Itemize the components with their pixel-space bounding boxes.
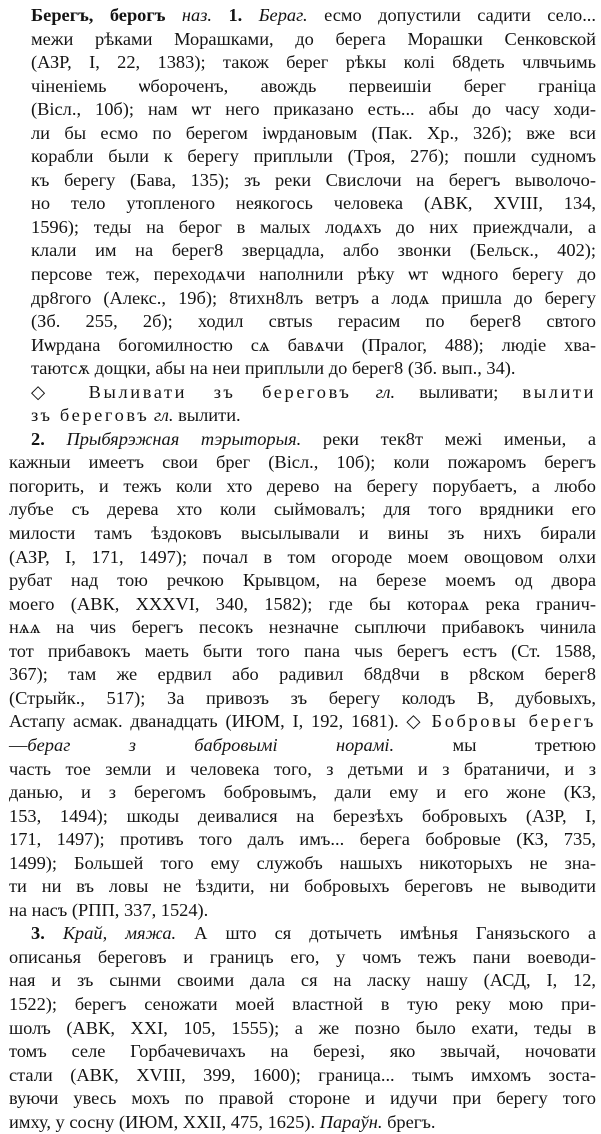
sense-1-line-5: ли бы есмо по берегом іѡрдановым (Пак. Хр., 32б); вже вси [31, 122, 596, 143]
sense-3-first-line [9, 922, 596, 946]
subentry-1-line-a [9, 381, 596, 405]
subentry-phrase-1: Выливати зъ береговъ [88, 381, 352, 402]
sense-2-line-12 [9, 710, 596, 734]
diamond-marker: ◇ [31, 381, 65, 402]
subentry-gloss-bobrovy: бераг з бабровымі норамі. [27, 734, 395, 755]
sense-1-number: 1. [228, 5, 243, 25]
sense-1-first-line [9, 4, 596, 28]
part-of-speech: наз. [181, 5, 212, 25]
sense-3-lines [9, 922, 596, 1134]
sense-2-line-7: моего (АВК, XXXVI, 340, 1582); где бы котораѧ река гранич- [9, 593, 596, 614]
sense-2-line-1: кажныи имеетъ свои брег (Вісл., 10б); коли пожаромъ берегъ [9, 452, 596, 473]
sense-1-line-9: 1596); теды на берог в малых лодѧхъ до них приеждчали, а [31, 216, 596, 237]
sense-3-line-5: томъ селе Горбачевичахъ на березі, яко звычай, ночовати [9, 1041, 596, 1062]
sense-1-gloss: Бераг. [258, 5, 308, 25]
sense-3-line-7: вуючи увесь мохъ по правой стороне и идучи при берегу того [9, 1088, 596, 1109]
sense-2-first-line [9, 428, 596, 452]
sense-3-line-6: стали (АВК, XVIII, 399, 1600); граница... тымъ имхомъ зоста- [9, 1064, 596, 1085]
sense-1-line-7: къ берегу (Бава, 135); зъ реки Свислочи на берегъ выволочо- [31, 169, 596, 190]
sense-2-line-2: погорить, и тежъ коли хто дерево на берегу порубаетъ, а любо [9, 475, 596, 496]
sense-1-block [9, 4, 596, 428]
sense-2-line-5: (АЗР, I, 171, 1497); почал в том огороде моем овощовом олхи [9, 546, 596, 567]
sense-2-gloss: Прыбярэжная тэрыторыя. [66, 428, 302, 449]
sense-3-block [9, 922, 596, 1134]
sense-2-line-17: 171, 1497); противъ того далъ имъ... берега бобровые (КЗ, 735, [9, 829, 596, 850]
sense-2-line-9: тот прибавокъ маеть быти того пана чыѕ берегъ естъ (Ст. 1588, [9, 640, 596, 661]
sense-2-line-8: нѧѧ на чиѕ берегъ песокъ незначне сыплючи прибавокъ чинила [9, 617, 596, 638]
sense-2-line-6: рубат над тою речкою Крывцом, на березе моемъ од двора [9, 570, 596, 591]
subentry-pos-1: гл. [375, 381, 396, 402]
sense-2-line-10: 367); там же ердвил або радивил б8д8чи в р8ском берег8 [9, 664, 596, 685]
subentry-phrase-bobrovy: Бобровы берегъ [431, 711, 596, 732]
sense-1-lines [9, 4, 596, 428]
sense-1-line-3: чіненіемь ѡбороченъ, авождь первеишіи берег граніца [31, 75, 596, 96]
sense-1-line-4: (Вісл., 10б); нам ѡт него приказано есть... абы до часу ходи- [31, 99, 596, 120]
sense-3-number: 3. [31, 923, 45, 944]
sense-3-line-4: шолъ (АВК, XXI, 105, 1555); а же позно было ехати, теды в [9, 1017, 596, 1038]
diamond-marker-2: ◇ [406, 711, 424, 732]
subentry-phrase-2a: вылити [522, 381, 597, 402]
sense-3-line-2: ная и зъ сынми своими дала ся на ласку нашу (АСД, I, 12, [9, 970, 596, 991]
compare-word: брегъ. [387, 1111, 436, 1132]
subentry-phrase-2b: зъ береговъ [31, 405, 150, 426]
sense-1-line-2: (АЗР, I, 22, 1383); також берег рѣкы колі б8дeть члвчьимь [31, 52, 596, 73]
sense-2-line-3: лубъе съ дерева хто коли сыймовалъ; для того врядники его [9, 499, 596, 520]
sense-2-line-14: часть тое земли и человека того, з детьми и з братаничи, и з [9, 758, 596, 779]
sense-1-line-12: др8гого (Алекс., 19б); 8тихн8лъ ветръ а лодѧ пришла до берегу [31, 287, 596, 308]
sense-2-line-16: 153, 1494); шкоды деивалися на березѣхъ бобровыхъ (АЗР, I, [9, 805, 596, 826]
headword: Берегъ, берогъ [31, 5, 166, 25]
sense-2-line-19: ти ни въ ловы не ѣздити, ни бобровыхъ береговъ не выводити [9, 876, 596, 897]
sense-1-line-15: таютсѫ дощки, абы на неи приплыли до берег8 (Зб. вып., 34). [31, 358, 516, 379]
sense-2-line-11: (Стрыйк., 517); За привозъ зъ берегу колодъ В, дубовыхъ, [9, 687, 596, 708]
sense-2-number: 2. [31, 428, 45, 449]
subentry-rest-1: выливати; [419, 381, 499, 402]
sense-1-line-10: клали им на берег8 зверцадла, албо звонки (Бельск., 402); [31, 240, 596, 261]
sense-3-line-1: описанья береговъ и границъ его, у чомъ тежъ пани воеводи- [9, 946, 596, 967]
sense-2-line-20: на насъ (РПП, 337, 1524). [9, 899, 209, 920]
sense-3-line-8-text: имху, у сосну (ИЮМ, XXII, 475, 1625). [9, 1111, 316, 1132]
subentry-pos-2: гл. [153, 405, 174, 426]
sense-2-line-12-text: Астапу асмак. дванадцать (ИЮМ, I, 192, 1681). [9, 711, 399, 732]
sense-1-line-8: но тело утопленого неякогось человека (АВК, XVIII, 134, [31, 193, 596, 214]
sense-1-line-1: межи рѣками Морашками, до берега Морашки Сенковской [31, 28, 596, 49]
compare-label: Параўн. [319, 1111, 383, 1132]
sense-1-line-14: Иѡрдана богомилностю сѧ бавѧчи (Пралог, 488); людіе хва- [31, 334, 596, 355]
sense-3-gloss: Край, мяжа. [62, 923, 177, 944]
sense-3-line-3: 1522); берегъ сеножати моей властной в тую реку мою при- [9, 993, 596, 1014]
subentry-dash: — [9, 734, 28, 755]
sense-1-line-6: корабли были к берегу приплыли (Троя, 27б); пошли судномъ [31, 146, 596, 167]
subentry-1-line-b [9, 404, 596, 428]
sense-2-block [9, 428, 596, 922]
sense-3-line-8 [9, 1111, 596, 1134]
sense-2-line-13 [9, 734, 596, 758]
sense-2-line-0: реки тек8т межі именьи, а [322, 428, 596, 449]
sense-2-lines [9, 428, 596, 922]
sense-2-line-18: 1499); Большей того ему служобъ нашыхъ никоторыхъ не зна- [9, 852, 596, 873]
sense-1-line-0: есмо допустили садити село... [324, 5, 597, 25]
sense-1-line-13: (Зб. 255, 2б); ходил свтыѕ герасим по берег8 свтого [31, 311, 596, 332]
sense-2-line-4: милости тамъ ѣздоковъ высылывали и вины зъ нихъ бирали [9, 523, 596, 544]
sense-2-line-15: данью, и з берегомъ бобровымъ, дали ему и его жоне (КЗ, [9, 782, 596, 803]
subentry-rest-2: вылити. [178, 405, 241, 426]
sense-1-line-11: персове теж, переходѧчи наполнили рѣку ѡт ѡдного берегу до [31, 264, 596, 285]
sense-3-line-0: А што ся дотычеть имѣнья Ганязьского а [194, 923, 597, 944]
sense-2-line-13-text: мы третюю [452, 734, 596, 755]
